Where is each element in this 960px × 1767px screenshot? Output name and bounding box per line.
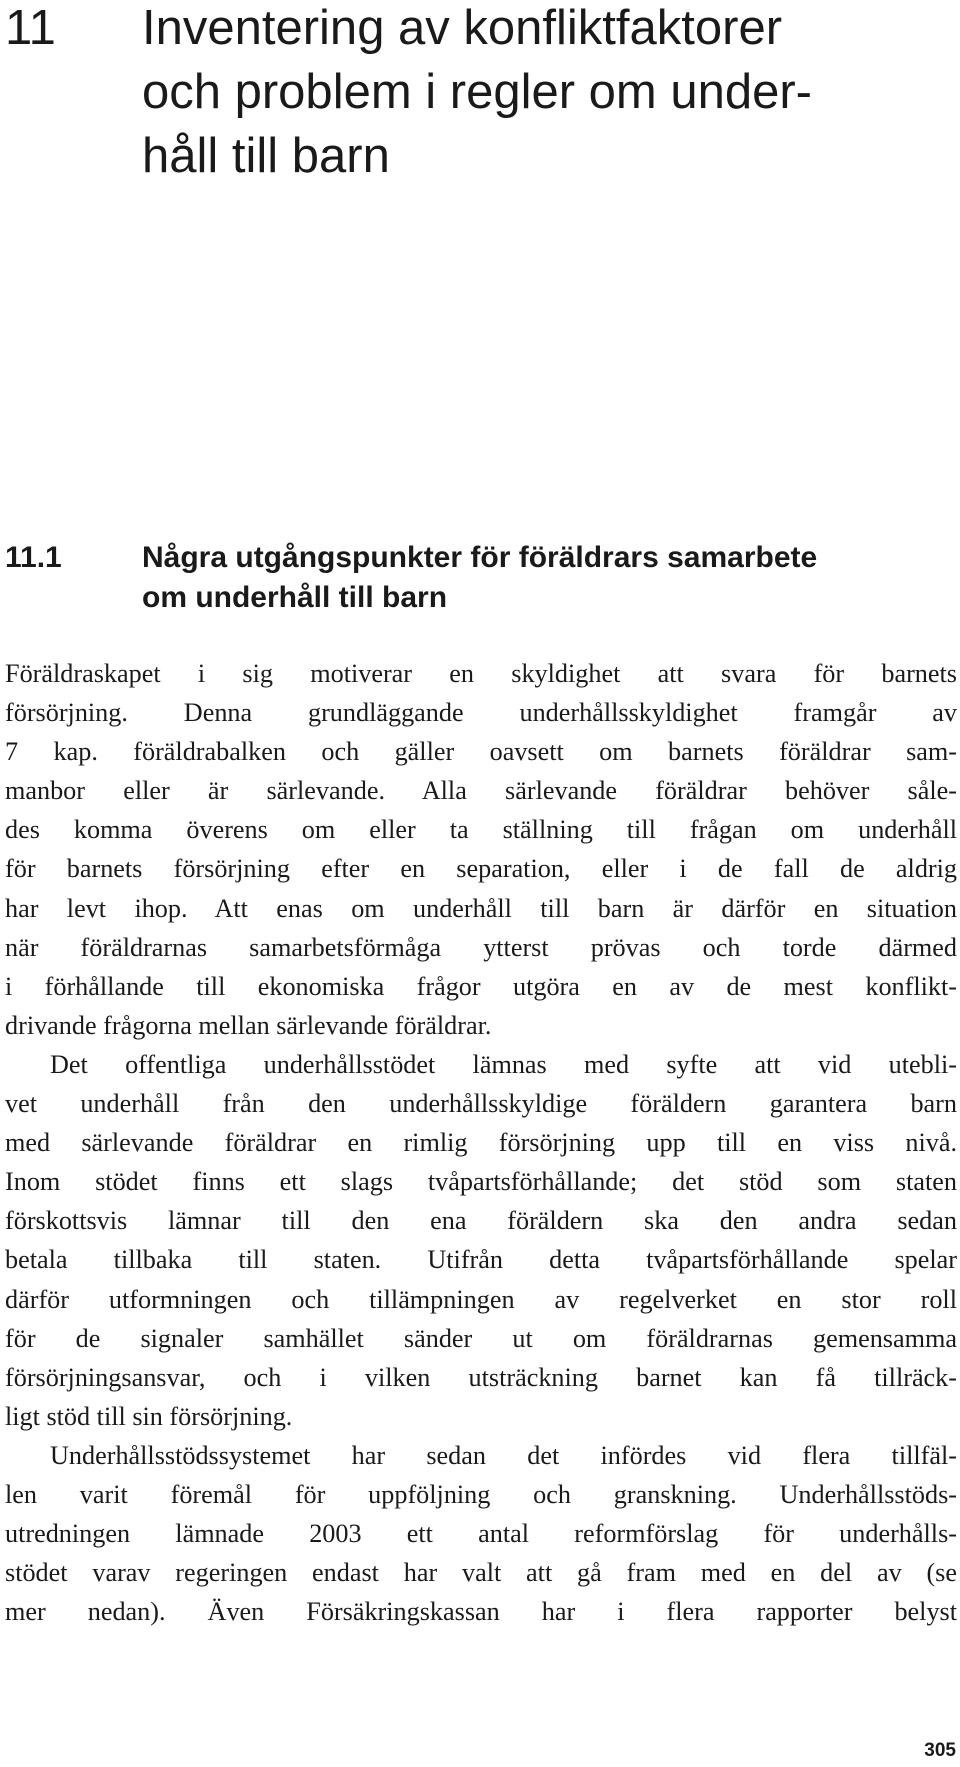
body-line: därför utformningen och tillämpningen av regelverket en stor roll [5, 1284, 957, 1314]
section-title [142, 538, 942, 618]
body-line: Det offentliga underhållsstödet lämnas med syfte att vid utebli- [50, 1049, 957, 1079]
body-line: mer nedan). Även Försäkringskassan har i flera rapporter belyst [5, 1597, 957, 1627]
body-line: Inom stödet finns ett slags tvåpartsförhållande; det stöd som staten [5, 1167, 957, 1197]
body-line: Underhållsstödssystemet har sedan det infördes vid flera tillfäl- [50, 1440, 957, 1470]
body-line: förskottsvis lämnar till den ena föräldern ska den andra sedan [5, 1206, 957, 1236]
body-line: i förhållande till ekonomiska frågor utgöra en av de mest konflikt- [5, 971, 957, 1001]
body-line: utredningen lämnade 2003 ett antal reformförslag för underhålls- [5, 1519, 957, 1549]
body-line: stödet varav regeringen endast har valt att gå fram med en del av (se [5, 1558, 957, 1588]
body-line: när föräldrarnas samarbetsförmåga ytterst prövas och torde därmed [5, 932, 957, 962]
body-line: försörjningsansvar, och i vilken utsträckning barnet kan få tillräck- [5, 1362, 957, 1392]
body-line: ligt stöd till sin försörjning. [5, 1401, 293, 1431]
body-line: vet underhåll från den underhållsskyldige föräldern garantera barn [5, 1089, 957, 1119]
body-line: 7 kap. föräldrabalken och gäller oavsett om barnets föräldrar sam- [5, 737, 957, 767]
body-line: med särlevande föräldrar en rimlig försörjning upp till en viss nivå. [5, 1128, 957, 1158]
body-line: för barnets försörjning efter en separation, eller i de fall de aldrig [5, 854, 957, 884]
chapter-title [142, 0, 922, 188]
body-line: manbor eller är särlevande. Alla särlevande föräldrar behöver såle- [5, 776, 957, 806]
body-line: len varit föremål för uppföljning och granskning. Underhållsstöds- [5, 1479, 957, 1509]
chapter-number: 11 [5, 1, 56, 55]
chapter-title-line: Inventering av konfliktfaktorer [142, 1, 783, 55]
section-title-line: om underhåll till barn [142, 581, 448, 614]
body-line: drivande frågorna mellan särlevande föräldrar. [5, 1010, 492, 1040]
body-line: har levt ihop. Att enas om underhåll till barn är därför en situation [5, 893, 957, 923]
page-number: 305 [924, 1740, 956, 1761]
body-line: försörjning. Denna grundläggande underhållsskyldighet framgår av [5, 698, 957, 728]
section-number: 11.1 [5, 541, 62, 574]
body-text [5, 654, 957, 1631]
section-title-line: Några utgångspunkter för föräldrars samarbete [142, 541, 818, 574]
body-line: betala tillbaka till staten. Utifrån detta tvåpartsförhållande spelar [5, 1245, 957, 1275]
chapter-title-line: och problem i regler om under- [142, 65, 812, 119]
body-line: för de signaler samhället sänder ut om föräldrarnas gemensamma [5, 1323, 957, 1353]
chapter-title-line: håll till barn [142, 129, 390, 183]
body-line: Föräldraskapet i sig motiverar en skyldighet att svara för barnets [5, 659, 957, 688]
body-line: des komma överens om eller ta ställning till frågan om underhåll [5, 815, 957, 845]
